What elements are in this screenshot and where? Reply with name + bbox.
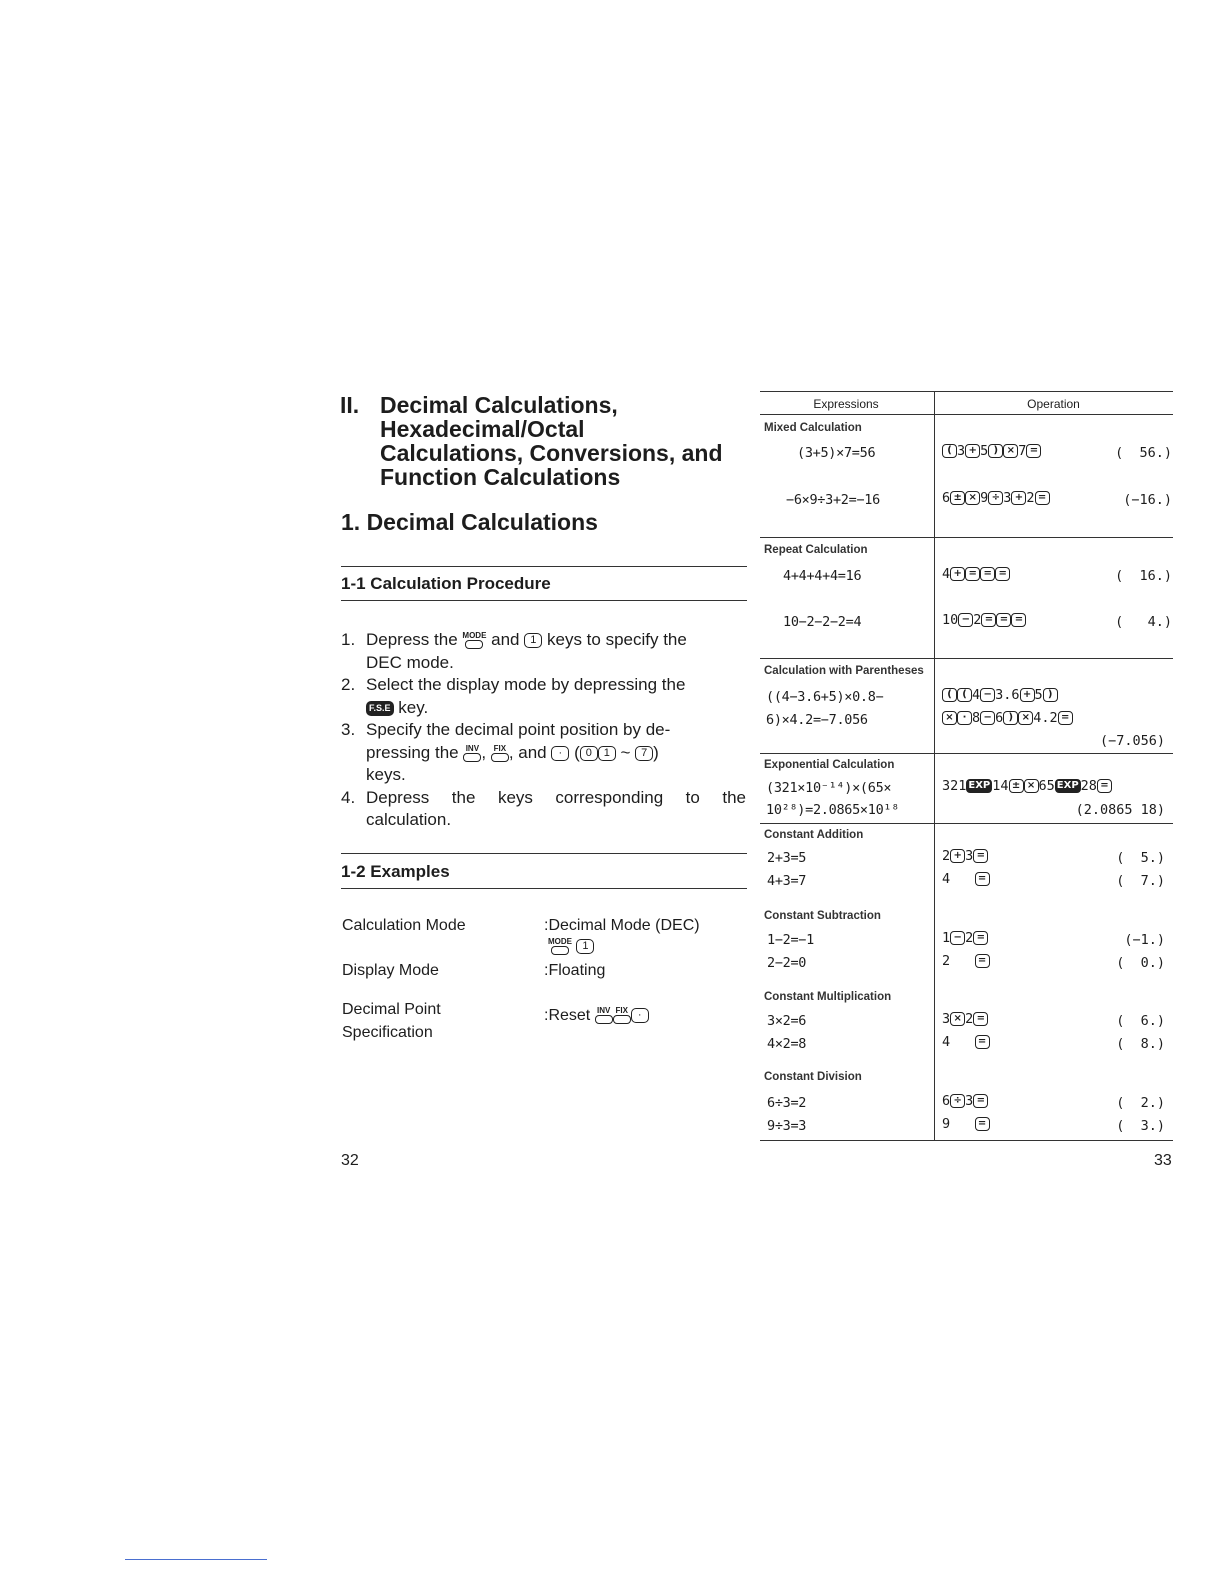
inv-key-icon: INV	[595, 1007, 613, 1024]
fse-key-icon: F.S.E	[366, 701, 394, 716]
mode-key-icon: MODE	[462, 632, 486, 649]
result: (2.0865 18)	[1075, 802, 1165, 818]
header-operation: Operation	[1027, 397, 1080, 411]
inv-key-icon: INV	[463, 745, 481, 762]
expression: 2+3=5	[767, 850, 807, 866]
section-title: 1. Decimal Calculations	[341, 509, 598, 535]
page-number-left: 32	[341, 1152, 359, 1169]
expression: 10−2−2−2=4	[783, 614, 862, 630]
result: ( 3.)	[1116, 1118, 1165, 1134]
operation-keys: 2 + 3 =	[942, 848, 988, 864]
operation-keys: 10 − 2 = = =	[942, 612, 1026, 628]
subsection-title-procedure: 1-1 Calculation Procedure	[341, 574, 551, 593]
divider	[341, 566, 747, 567]
result: ( 56.)	[1115, 445, 1172, 461]
expression: 4+4+4+4=16	[783, 568, 862, 584]
calc-mode-keys	[548, 938, 594, 956]
footer-line	[125, 1559, 267, 1560]
expression-line-1: ((4−3.6+5)×0.8−	[766, 689, 884, 705]
category-constant-addition: Constant Addition	[764, 829, 864, 841]
result: ( 2.)	[1116, 1095, 1165, 1111]
expression: (3+5)×7=56	[797, 445, 876, 461]
seven-key-icon: 7	[635, 746, 653, 761]
example-label-specification: Specification	[342, 1024, 433, 1041]
column-divider	[934, 391, 935, 1141]
result: (−16.)	[1123, 492, 1172, 508]
dot-key-icon: ·	[551, 746, 569, 761]
result: ( 16.)	[1115, 568, 1172, 584]
operation-keys: 2 =	[942, 953, 990, 969]
expression-line-1: (321×10⁻¹⁴)×(65×	[766, 780, 892, 796]
chapter-numeral: II.	[340, 392, 360, 418]
result: (−1.)	[1124, 932, 1165, 948]
mode-key-icon: MODE	[548, 938, 572, 955]
step-4: 4. Depress the keys corresponding to the calculation.	[341, 787, 746, 829]
operation-keys: 4 =	[942, 871, 990, 887]
chapter-title-line-2: Hexadecimal/Octal	[380, 416, 585, 442]
result: ( 7.)	[1116, 873, 1165, 889]
operation-keys: 3 × 2 =	[942, 1011, 988, 1027]
fix-key-icon: FIX	[491, 745, 509, 762]
expression: 9÷3=3	[767, 1118, 807, 1134]
page-number-right: 33	[1154, 1152, 1172, 1169]
expression-line-2: 10²⁸)=2.0865×10¹⁸	[766, 802, 900, 818]
subsection-title-examples: 1-2 Examples	[341, 862, 450, 881]
expression: 6÷3=2	[767, 1095, 807, 1111]
step-1: 1. Depress the MODE and 1 keys to specify the DEC mode.	[341, 630, 687, 672]
divider	[760, 658, 1173, 659]
fix-key-icon: FIX	[613, 1007, 631, 1024]
dot-key-icon: ·	[631, 1008, 649, 1023]
result: ( 0.)	[1116, 955, 1165, 971]
example-value-calc-mode: :Decimal Mode (DEC)	[544, 917, 700, 934]
operation-keys: 9 =	[942, 1116, 990, 1132]
operation-keys: 6 ÷ 3 =	[942, 1093, 988, 1109]
category-mixed: Mixed Calculation	[764, 422, 862, 434]
result: (−7.056)	[1099, 733, 1165, 749]
operation-keys: ( ( 4 − 3.6 + 5 )	[942, 687, 1058, 703]
operation-keys: 4 + = = =	[942, 566, 1010, 582]
result: ( 6.)	[1116, 1013, 1165, 1029]
divider	[341, 600, 747, 601]
operation-keys: 1 − 2 =	[942, 930, 988, 946]
step-2: 2. Select the display mode by depressing the F.S.E key.	[341, 675, 686, 717]
expression: 3×2=6	[767, 1013, 807, 1029]
header-rule	[760, 414, 1173, 415]
category-exponential: Exponential Calculation	[764, 759, 895, 771]
one-key-icon: 1	[598, 746, 616, 761]
operation-keys: × · 8 − 6 ) × 4.2 =	[942, 710, 1073, 726]
divider	[341, 888, 747, 889]
example-label-calc-mode: Calculation Mode	[342, 917, 466, 934]
category-parentheses: Calculation with Parentheses	[764, 665, 924, 677]
one-key-icon: 1	[576, 939, 594, 954]
category-constant-subtraction: Constant Subtraction	[764, 910, 881, 922]
operation-keys: ( 3 + 5 ) × 7 =	[942, 443, 1041, 459]
table-bottom-rule	[760, 1140, 1173, 1141]
procedure-steps	[341, 629, 746, 832]
divider	[341, 853, 747, 854]
expression: 1−2=−1	[767, 932, 814, 948]
category-constant-division: Constant Division	[764, 1071, 862, 1083]
expression-line-2: 6)×4.2=−7.056	[766, 712, 868, 728]
divider	[760, 753, 1173, 754]
step-3: 3. Specify the decimal point position by de- pressing the INV , FIX , and · ( 0 1 ~ 7 ) keys.	[341, 720, 671, 784]
expression: 4+3=7	[767, 873, 807, 889]
zero-key-icon: 0	[580, 746, 598, 761]
operation-keys: 321 EXP 14 ± × 65 EXP 28 =	[942, 778, 1112, 794]
expression: 4×2=8	[767, 1036, 807, 1052]
result: ( 8.)	[1116, 1036, 1165, 1052]
header-expressions: Expressions	[813, 397, 879, 411]
chapter-title-line-4: Function Calculations	[380, 464, 621, 490]
example-label-display-mode: Display Mode	[342, 962, 439, 979]
expression: −6×9÷3+2=−16	[786, 492, 880, 508]
divider	[760, 537, 1173, 538]
chapter-title-line-3: Calculations, Conversions, and	[380, 440, 723, 466]
divider	[760, 823, 1173, 824]
category-constant-multiplication: Constant Multiplication	[764, 991, 892, 1003]
chapter-title-line-1: Decimal Calculations,	[380, 392, 618, 418]
example-value-decimal-point: :Reset INV FIX ·	[544, 1004, 649, 1027]
result: ( 5.)	[1116, 850, 1165, 866]
operation-keys: 6 ± × 9 ÷ 3 + 2 =	[942, 490, 1050, 506]
table-top-rule	[760, 391, 1173, 392]
example-value-display-mode: :Floating	[544, 962, 606, 979]
one-key-icon: 1	[524, 633, 542, 648]
result: ( 4.)	[1115, 614, 1172, 630]
example-label-decimal-point: Decimal Point	[342, 1001, 441, 1018]
expression: 2−2=0	[767, 955, 807, 971]
operation-keys: 4 =	[942, 1034, 990, 1050]
category-repeat: Repeat Calculation	[764, 544, 868, 556]
